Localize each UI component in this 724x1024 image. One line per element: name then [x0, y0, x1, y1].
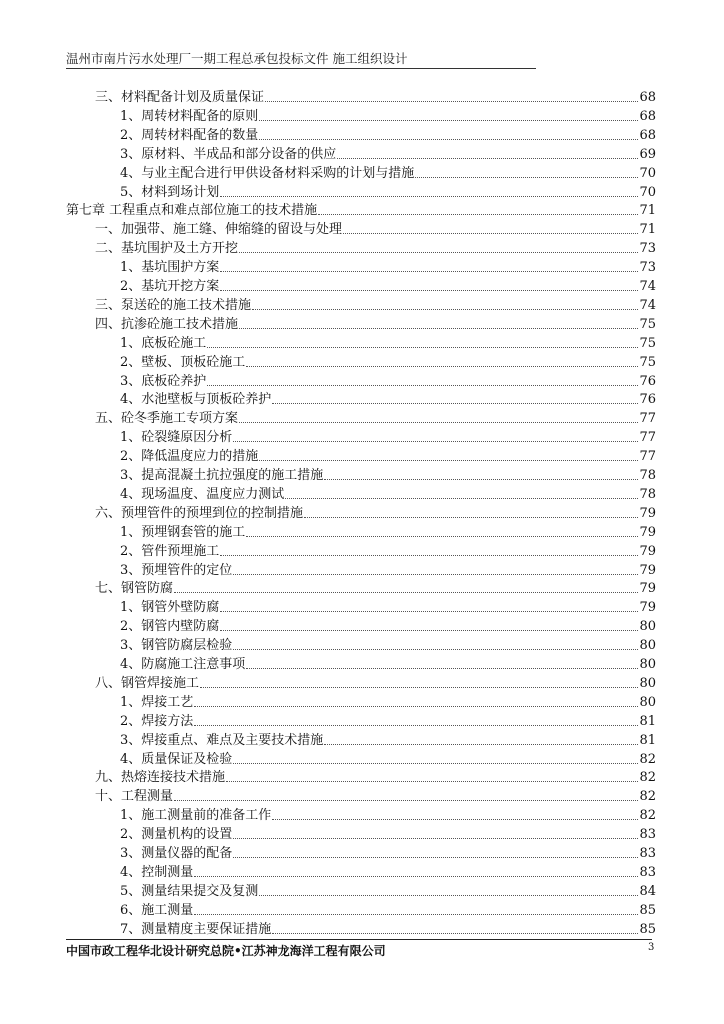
toc-entry-title: 4、质量保证及检验 [120, 751, 233, 767]
toc-entry[interactable] [120, 844, 656, 863]
toc-leader-dots [272, 932, 638, 934]
toc-entry-title: 1、周转材料配备的原则 [120, 108, 259, 124]
toc-leader-dots [285, 497, 638, 499]
toc-entry-page: 83 [639, 827, 656, 843]
toc-leader-dots [324, 478, 638, 480]
toc-entry[interactable] [95, 239, 656, 258]
toc-leader-dots [220, 554, 638, 556]
toc-entry[interactable] [120, 901, 656, 920]
toc-entry[interactable] [66, 201, 656, 220]
toc-leader-dots [259, 894, 638, 896]
toc-entry-title: 4、防腐施工注意事项 [120, 657, 246, 672]
toc-entry-title: 七、钢管防腐 [95, 581, 174, 597]
toc-leader-dots [239, 251, 638, 253]
toc-leader-dots [272, 402, 638, 404]
toc-leader-dots [207, 346, 638, 348]
toc-entry[interactable] [120, 277, 656, 296]
toc-entry-page: 68 [639, 90, 656, 105]
toc-leader-dots [233, 648, 638, 650]
toc-leader-dots [174, 591, 638, 593]
toc-entry[interactable] [120, 428, 656, 447]
toc-entry-page: 71 [639, 222, 656, 238]
toc-leader-dots [200, 686, 638, 688]
toc-entry[interactable] [120, 542, 656, 561]
toc-entry[interactable] [120, 390, 656, 409]
toc-leader-dots [194, 724, 638, 726]
toc-entry-page: 70 [639, 165, 656, 181]
toc-entry-title: 1、预埋钢套管的施工 [120, 524, 246, 540]
toc-entry-page: 83 [639, 864, 656, 880]
toc-entry-title: 2、降低温度应力的措施 [120, 449, 259, 465]
toc-leader-dots [207, 384, 638, 386]
toc-leader-dots [246, 535, 638, 537]
page-footer: 中国市政工程华北设计研究总院•江苏神龙海洋工程有限公司 [66, 944, 386, 958]
toc-entry-page: 85 [639, 902, 656, 918]
toc-entry-page: 83 [639, 846, 656, 861]
toc-leader-dots [318, 213, 638, 215]
toc-entry[interactable] [120, 126, 656, 145]
toc-entry-title: 5、测量结果提交及复测 [120, 883, 259, 899]
toc-leader-dots [220, 289, 638, 291]
toc-leader-dots [337, 157, 638, 159]
toc-leader-dots [415, 176, 638, 178]
toc-entry-title: 4、与业主配合进行甲供设备材料采购的计划与措施 [120, 165, 415, 181]
toc-entry-title: 五、砼冬季施工专项方案 [95, 411, 239, 427]
toc-entry-title: 5、材料到场计划 [120, 184, 220, 200]
toc-entry-title: 一、加强带、施工缝、伸缩缝的留设与处理 [95, 222, 343, 238]
toc-entry[interactable] [95, 579, 656, 598]
toc-leader-dots [246, 667, 638, 669]
toc-entry-title: 2、周转材料配备的数量 [120, 127, 259, 143]
toc-entry[interactable] [120, 750, 656, 769]
toc-entry[interactable] [120, 712, 656, 731]
toc-entry-page: 69 [639, 146, 656, 162]
toc-entry-page: 77 [639, 449, 656, 465]
toc-entry-title: 1、焊接工艺 [120, 694, 194, 710]
toc-entry-page: 82 [639, 770, 656, 786]
toc-entry[interactable] [120, 353, 656, 372]
toc-leader-dots [233, 573, 638, 575]
toc-entry-page: 79 [639, 581, 656, 597]
toc-entry[interactable] [120, 825, 656, 844]
toc-entry[interactable] [120, 466, 656, 485]
toc-entry[interactable] [95, 409, 656, 428]
toc-entry-title: 3、提高混凝土抗拉强度的施工措施 [120, 468, 324, 483]
toc-entry-title: 1、基坑围护方案 [120, 260, 220, 276]
toc-entry[interactable] [120, 731, 656, 750]
toc-entry-page: 76 [639, 373, 656, 389]
toc-leader-dots [259, 459, 638, 461]
toc-entry-title: 3、底板砼养护 [120, 373, 207, 389]
toc-entry-page: 81 [639, 732, 656, 748]
toc-leader-dots [174, 799, 638, 801]
toc-entry-page: 74 [639, 297, 656, 313]
toc-entry[interactable] [120, 107, 656, 126]
toc-leader-dots [239, 327, 638, 329]
toc-leader-dots [194, 875, 638, 877]
toc-leader-dots [233, 440, 638, 442]
toc-leader-dots [220, 610, 638, 612]
toc-entry[interactable] [120, 183, 656, 202]
toc-entry[interactable] [120, 598, 656, 617]
page-header: 温州市南片污水处理厂一期工程总承包投标文件 施工组织设计 [66, 50, 536, 69]
toc-entry-title: 6、施工测量 [120, 902, 194, 918]
toc-entry-page: 77 [639, 411, 656, 427]
toc-entry-title: 1、施工测量前的准备工作 [120, 808, 272, 824]
toc-leader-dots [220, 629, 638, 631]
toc-entry-page: 80 [639, 694, 656, 710]
toc-entry[interactable] [120, 447, 656, 466]
toc-entry-page: 73 [639, 241, 656, 257]
toc-entry-title: 八、钢管焊接施工 [95, 675, 200, 691]
toc-leader-dots [343, 232, 638, 234]
toc-entry-page: 71 [639, 203, 656, 219]
toc-leader-dots [252, 308, 638, 310]
toc-entry-page: 80 [639, 619, 656, 635]
toc-entry-page: 79 [639, 562, 656, 578]
toc-entry[interactable] [95, 674, 656, 693]
toc-entry-page: 74 [639, 279, 656, 294]
toc-entry[interactable] [120, 145, 656, 164]
toc-entry-title: 7、测量精度主要保证措施 [120, 921, 272, 937]
toc-entry[interactable] [120, 334, 656, 353]
toc-entry[interactable] [120, 806, 656, 825]
page-number: 3 [648, 942, 655, 953]
toc-entry-page: 75 [639, 335, 656, 351]
toc-entry-title: 4、现场温度、温度应力测试 [120, 486, 285, 502]
toc-entry-page: 78 [639, 486, 656, 502]
toc-entry-page: 82 [639, 789, 656, 805]
toc-leader-dots [233, 762, 638, 764]
toc-leader-dots [194, 913, 638, 915]
toc-entry-title: 三、材料配备计划及质量保证 [95, 90, 265, 105]
toc-entry-page: 77 [639, 430, 656, 446]
toc-entry[interactable] [120, 920, 656, 939]
toc-leader-dots [233, 856, 638, 858]
toc-entry[interactable] [120, 164, 656, 183]
toc-entry-title: 二、基坑围护及土方开挖 [95, 241, 239, 257]
toc-leader-dots [324, 743, 638, 745]
toc-entry[interactable] [120, 258, 656, 277]
toc-entry-title: 3、焊接重点、难点及主要技术措施 [120, 732, 324, 748]
toc-entry[interactable] [120, 617, 656, 636]
toc-entry-page: 75 [639, 316, 656, 332]
toc-entry[interactable] [95, 768, 656, 787]
toc-leader-dots [259, 119, 638, 121]
toc-entry-page: 79 [639, 543, 656, 559]
toc-entry-page: 70 [639, 184, 656, 200]
toc-entry-page: 81 [639, 713, 656, 729]
toc-entry[interactable] [120, 636, 656, 655]
toc-entry-page: 75 [639, 354, 656, 370]
toc-entry-title: 十、工程测量 [95, 789, 174, 805]
toc-entry-title: 3、预埋管件的定位 [120, 562, 233, 578]
toc-entry-title: 2、基坑开挖方案 [120, 279, 220, 294]
toc-leader-dots [259, 138, 638, 140]
toc-entry-title: 2、管件预埋施工 [120, 543, 220, 559]
toc-leader-dots [272, 818, 638, 820]
toc-entry-title: 3、测量仪器的配备 [120, 846, 233, 861]
toc-entry-title: 三、泵送砼的施工技术措施 [95, 297, 252, 313]
toc-leader-dots [246, 365, 638, 367]
toc-entry-title: 1、钢管外壁防腐 [120, 600, 220, 616]
toc-leader-dots [233, 837, 638, 839]
toc-entry[interactable] [120, 561, 656, 580]
toc-entry-page: 68 [639, 127, 656, 143]
toc-leader-dots [265, 100, 638, 102]
toc-entry-page: 82 [639, 808, 656, 824]
toc-entry[interactable] [95, 88, 656, 107]
toc-entry[interactable] [95, 504, 656, 523]
toc-entry-title: 3、钢管防腐层检验 [120, 638, 233, 654]
toc-entry[interactable] [95, 296, 656, 315]
toc-entry[interactable] [120, 863, 656, 882]
toc-entry-title: 1、底板砼施工 [120, 335, 207, 351]
toc-entry-title: 2、焊接方法 [120, 713, 194, 729]
toc-leader-dots [194, 705, 638, 707]
toc-entry-title: 2、壁板、顶板砼施工 [120, 354, 246, 370]
toc-entry-title: 2、测量机构的设置 [120, 827, 233, 843]
toc-entry-page: 73 [639, 260, 656, 276]
toc-entry-title: 4、控制测量 [120, 864, 194, 880]
toc-leader-dots [220, 195, 638, 197]
toc-entry-page: 78 [639, 468, 656, 483]
toc-entry-title: 六、预埋管件的预埋到位的控制措施 [95, 505, 304, 521]
toc-entry-title: 1、砼裂缝原因分析 [120, 430, 233, 446]
toc-entry[interactable] [120, 485, 656, 504]
toc-entry[interactable] [120, 882, 656, 901]
toc-entry[interactable] [95, 220, 656, 239]
toc-entry[interactable] [95, 315, 656, 334]
toc-leader-dots [239, 421, 638, 423]
toc-entry-page: 80 [639, 675, 656, 691]
toc-entry[interactable] [120, 372, 656, 391]
toc-entry-title: 3、原材料、半成品和部分设备的供应 [120, 146, 337, 162]
toc-entry-title: 第七章 工程重点和难点部位施工的技术措施 [66, 203, 318, 219]
toc-entry-title: 九、热熔连接技术措施 [95, 770, 226, 786]
toc-entry-page: 79 [639, 505, 656, 521]
toc-entry-page: 80 [639, 657, 656, 672]
toc-leader-dots [304, 516, 638, 518]
toc-entry[interactable] [95, 787, 656, 806]
toc-leader-dots [226, 780, 638, 782]
toc-entry-page: 79 [639, 600, 656, 616]
toc-entry-page: 76 [639, 392, 656, 408]
toc-entry-title: 四、抗渗砼施工技术措施 [95, 316, 239, 332]
toc-entry-title: 4、水池壁板与顶板砼养护 [120, 392, 272, 408]
toc-entry-page: 79 [639, 524, 656, 540]
toc-entry-page: 80 [639, 638, 656, 654]
toc-entry[interactable] [120, 655, 656, 674]
toc-entry-title: 2、钢管内壁防腐 [120, 619, 220, 635]
toc-leader-dots [220, 270, 638, 272]
toc-entry-page: 84 [639, 883, 656, 899]
toc-entry[interactable] [120, 523, 656, 542]
toc-entry-page: 85 [639, 921, 656, 937]
toc-entry-page: 82 [639, 751, 656, 767]
footer-divider [66, 939, 652, 940]
toc-entry[interactable] [120, 693, 656, 712]
toc-entry-page: 68 [639, 108, 656, 124]
